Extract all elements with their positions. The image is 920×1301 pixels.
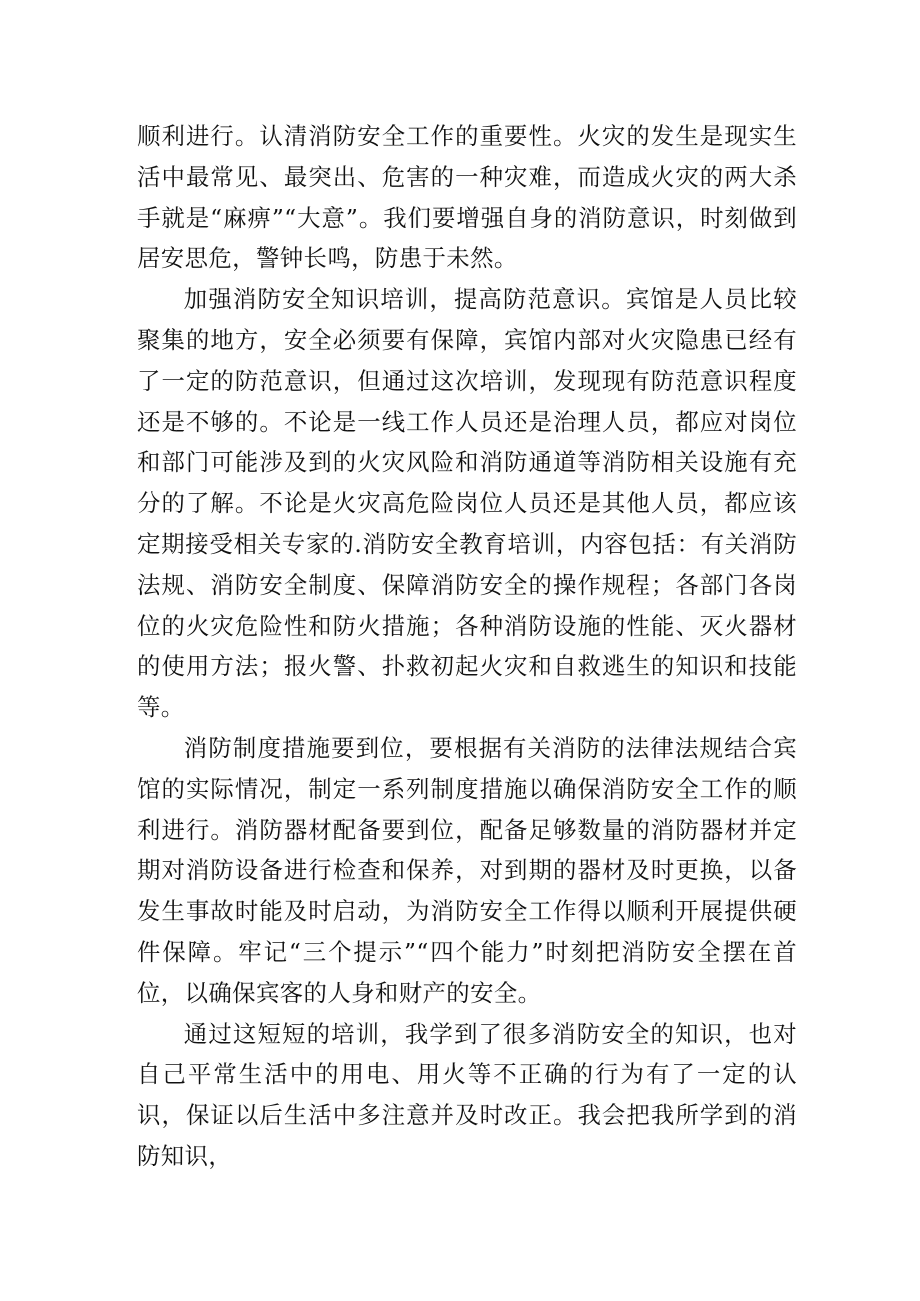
paragraph-continuation: 顺利进行。认清消防安全工作的重要性。火灾的发生是现实生活中最常见、最突出、危害的一种灾难，而造成火灾的两大杀手就是“麻痹”“大意”。我们要增强自身的消防意识，时刻做到居安思危，警钟长鸣，防患于未然。	[137, 122, 797, 273]
document-body	[137, 116, 797, 1177]
paragraph-training: 加强消防安全知识培训，提高防范意识。宾馆是人员比较聚集的地方，安全必须要有保障，宾馆内部对火灾隐患已经有了一定的防范意识，但通过这次培训，发现现有防范意识程度还是不够的。不论是一线工作人员还是治理人员，都应对岗位和部门可能涉及到的火灾风险和消防通道等消防相关设施有充分的了解。不论是火灾高危险岗位人员还是其他人员，都应该定期接受相关专家的.消防安全教育培训，内容包括：有关消防法规、消防安全制度、保障消防安全的操作规程；各部门各岗位的火灾危险性和防火措施；各种消防设施的性能、灭火器材的使用方法；报火警、扑救初起火灾和自救逃生的知识和技能等。	[137, 285, 797, 722]
paragraph-measures: 消防制度措施要到位，要根据有关消防的法律法规结合宾馆的实际情况，制定一系列制度措施以确保消防安全工作的顺利进行。消防器材配备要到位，配备足够数量的消防器材并定期对消防设备进行检查和保养，对到期的器材及时更换，以备发生事故时能及时启动，为消防安全工作得以顺利开展提供硬件保障。牢记“三个提示”“四个能力”时刻把消防安全摆在首位，以确保宾客的人身和财产的安全。	[137, 733, 797, 1007]
paragraph-conclusion: 通过这短短的培训，我学到了很多消防安全的知识，也对自己平常生活中的用电、用火等不正确的行为有了一定的认识，保证以后生活中多注意并及时改正。我会把我所学到的消防知识，	[137, 1019, 797, 1170]
